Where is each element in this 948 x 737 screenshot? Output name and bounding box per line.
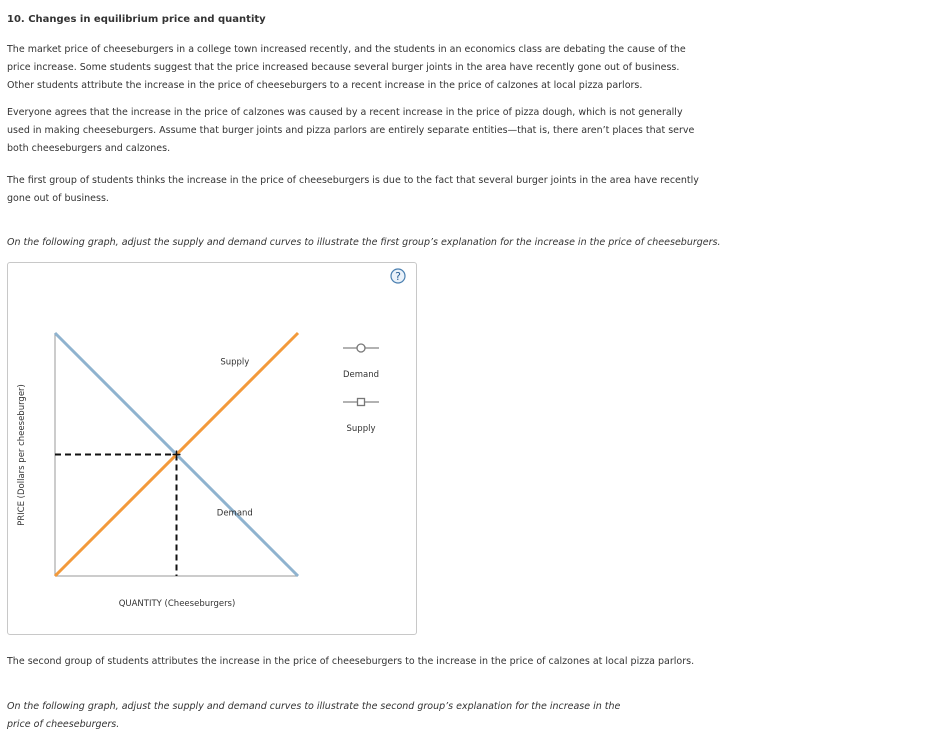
demand-curve-label: Demand (216, 508, 253, 519)
demand-legend-circle-icon (357, 344, 365, 352)
instruction-first-graph: On the following graph, adjust the supply and demand curves to illustrate the first group’s explanation for the increase in the price of cheeseburgers. (7, 237, 721, 248)
x-axis-label: QUANTITY (Cheeseburgers) (118, 599, 236, 609)
supply-legend-item[interactable] (343, 399, 379, 435)
second-group-paragraph: The second group of students attributes the increase in the price of cheeseburgers to the increase in the price of calzones at local pizza parlors. (7, 656, 695, 667)
supply-legend-label: Supply (346, 424, 376, 434)
supply-curve-label: Supply (220, 357, 250, 368)
intro-paragraph: The market price of cheeseburgers in a college town increased recently, and the students in an economics class are debating the cause of the price increase. Some students suggest that the price increased because several burger joints in the area have recently gone out of business. Other students attribute the increase in the price of cheeseburgers to a recent increase in the price of calzones at local pizza parlors. (7, 44, 686, 91)
instruction-second-graph: On the following graph, adjust the supply and demand curves to illustrate the second group’s explanation for the increase in the price of cheeseburgers. (7, 701, 621, 730)
supply-legend-square-icon (358, 399, 365, 406)
calzone-paragraph: Everyone agrees that the increase in the price of calzones was caused by a recent increase in the price of pizza dough, which is not generally used in making cheeseburgers. Assume that burger joints and pizza parlors are entirely separate entities—that is, there aren’t places that serve both cheeseburgers and calzones. (7, 107, 695, 154)
curve-legend (343, 344, 379, 434)
first-group-paragraph: The first group of students thinks the increase in the price of cheeseburgers is due to the fact that several burger joints in the area have recently gone out of business. (7, 175, 699, 204)
help-icon-glyph: ? (395, 270, 401, 283)
demand-legend-item[interactable] (343, 344, 379, 380)
question-title: 10. Changes in equilibrium price and quantity (7, 14, 266, 25)
plot-area (55, 333, 298, 576)
y-axis-label: PRICE (Dollars per cheeseburger) (17, 384, 27, 526)
demand-legend-label: Demand (342, 370, 380, 380)
